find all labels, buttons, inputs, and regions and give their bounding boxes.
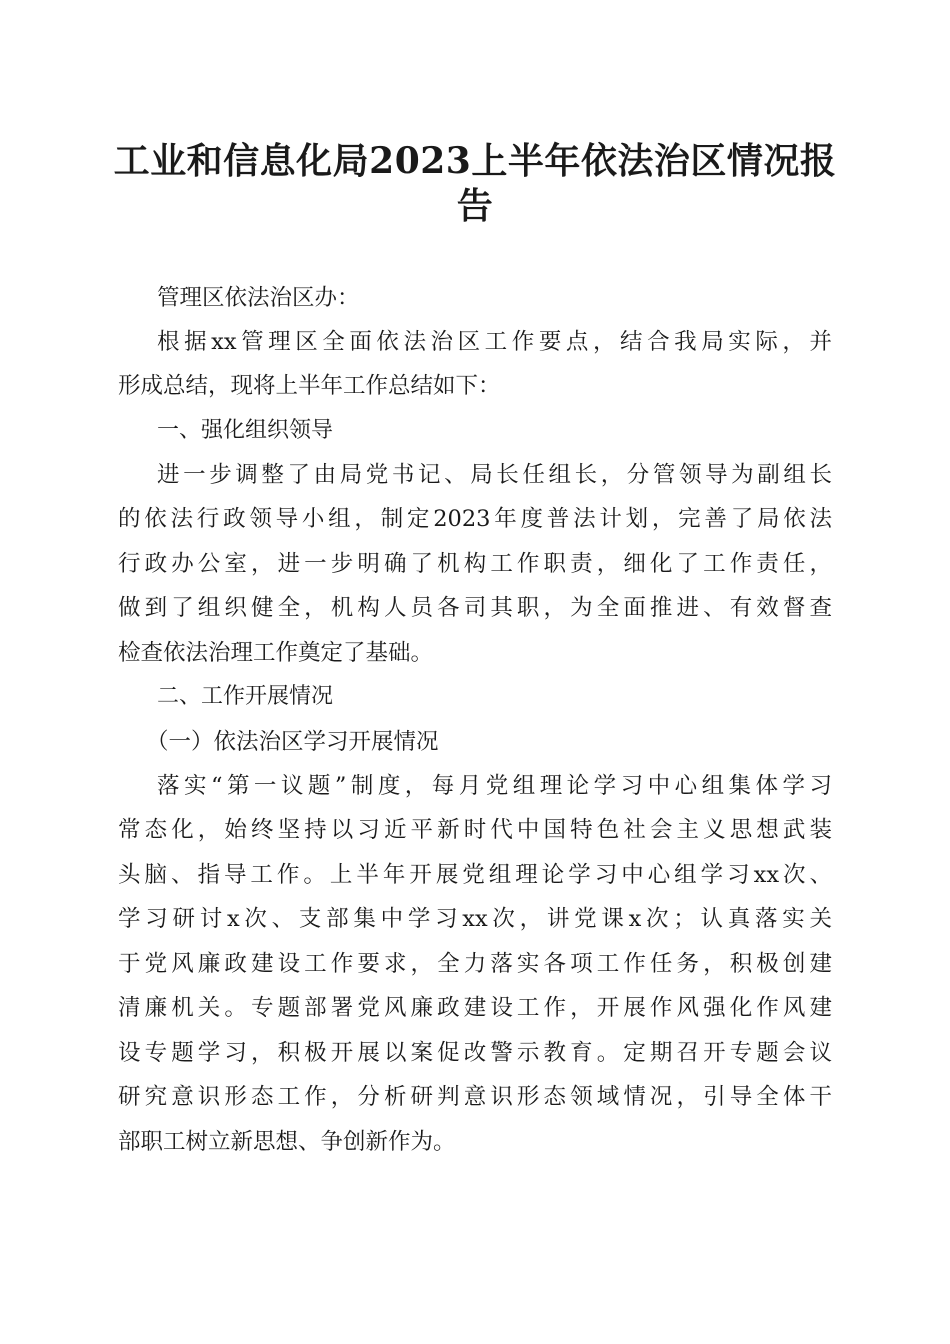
section-2-sub-1-line-4: 学习研讨x次、支部集中学习xx次，讲党课x次；认真落实关 bbox=[118, 906, 832, 932]
section-2-subheading-1: （一）依法治区学习开展情况 bbox=[146, 729, 439, 755]
section-1-line-4: 做到了组织健全，机构人员各司其职，为全面推进、有效督查 bbox=[118, 595, 832, 621]
section-1-line-5: 检查依法治理工作奠定了基础。 bbox=[118, 640, 434, 666]
section-1-line-1: 进一步调整了由局党书记、局长任组长，分管领导为副组长 bbox=[157, 462, 832, 488]
section-2-sub-1-line-9: 部职工树立新思想、争创新作为。 bbox=[118, 1129, 456, 1155]
section-2-sub-1-line-7: 设专题学习，积极开展以案促改警示教育。定期召开专题会议 bbox=[118, 1040, 832, 1066]
salutation: 管理区依法治区办： bbox=[157, 285, 360, 311]
section-2-sub-1-line-3: 头脑、指导工作。上半年开展党组理论学习中心组学习xx次、 bbox=[118, 862, 832, 888]
section-1-line-3: 行政办公室，进一步明确了机构工作职责，细化了工作责任， bbox=[118, 551, 832, 577]
section-2-sub-1-line-2: 常态化，始终坚持以习近平新时代中国特色社会主义思想武装 bbox=[118, 817, 832, 843]
intro-line-1: 根据xx管理区全面依法治区工作要点，结合我局实际，并 bbox=[157, 329, 832, 355]
section-1-line-2: 的依法行政领导小组，制定2023年度普法计划，完善了局依法 bbox=[118, 506, 832, 532]
document-title-line-2: 告 bbox=[456, 185, 494, 227]
section-2-sub-1-line-1: 落实“第一议题”制度，每月党组理论学习中心组集体学习 bbox=[157, 773, 832, 799]
section-2-heading: 二、工作开展情况 bbox=[157, 684, 334, 709]
document-title-line-1: 工业和信息化局2023上半年依法治区情况报 bbox=[113, 140, 837, 182]
section-2-sub-1-line-5: 于党风廉政建设工作要求，全力落实各项工作任务，积极创建 bbox=[118, 951, 832, 977]
intro-line-2: 形成总结，现将上半年工作总结如下： bbox=[118, 373, 501, 399]
section-2-sub-1-line-6: 清廉机关。专题部署党风廉政建设工作，开展作风强化作风建 bbox=[118, 995, 832, 1021]
section-2-sub-1-line-8: 研究意识形态工作，分析研判意识形态领域情况，引导全体干 bbox=[118, 1084, 832, 1110]
section-1-heading: 一、强化组织领导 bbox=[157, 418, 334, 443]
